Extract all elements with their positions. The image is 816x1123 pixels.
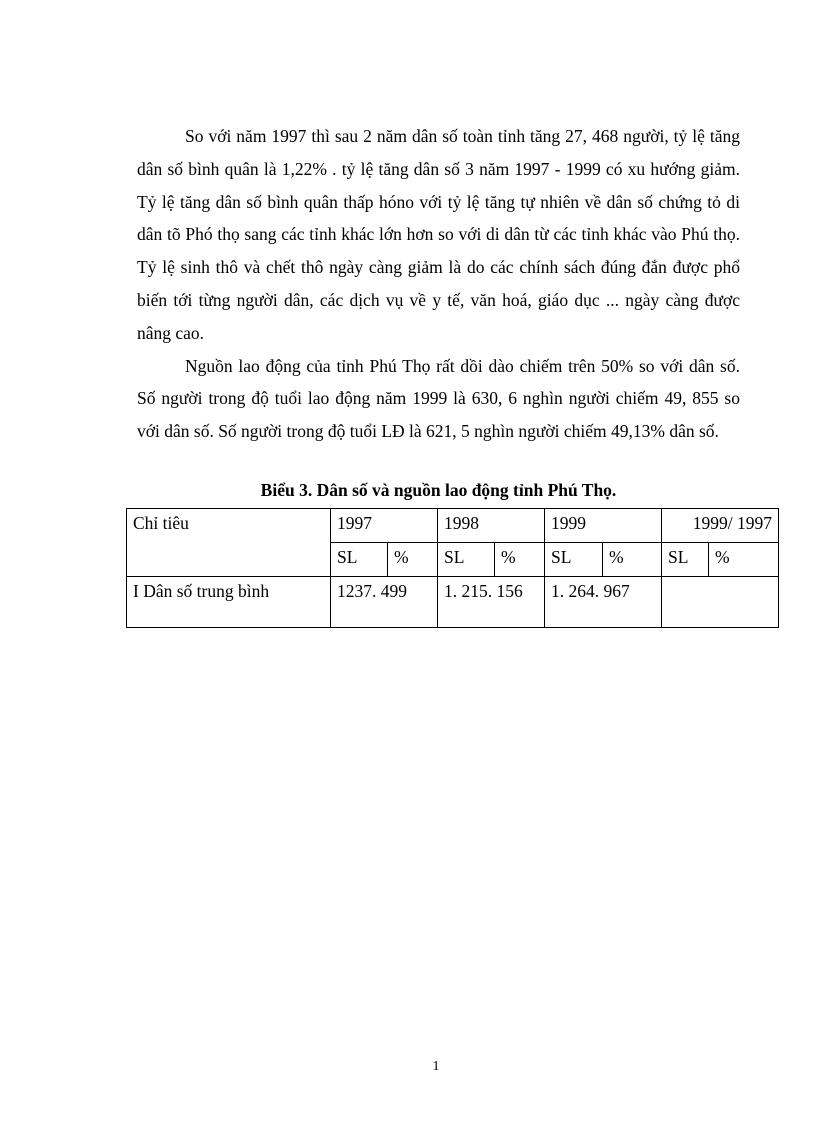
header-period-1999-vs-1997: 1999/ 1997 bbox=[662, 509, 779, 543]
subheader-sl: SL bbox=[545, 543, 603, 577]
body-text bbox=[137, 120, 740, 448]
subheader-sl: SL bbox=[438, 543, 495, 577]
page-number: 1 bbox=[432, 1059, 440, 1074]
header-period-1998: 1998 bbox=[438, 509, 545, 543]
cell-1997-value: 1237. 499 bbox=[331, 577, 438, 628]
paragraph-population-growth: So với năm 1997 thì sau 2 năm dân số toàn tỉnh tăng 27, 468 người, tỷ lệ tăng dân số bình quân là 1,22% . tỷ lệ tăng dân số 3 năm 1997 - 1999 có xu hướng giảm. Tỷ lệ tăng dân số bình quân thấp hóno với tỷ lệ tăng tự nhiên về dân số chứng tỏ di dân tõ Phó thọ sang các tỉnh khác lớn hơn so với di dân từ các tỉnh khác vào Phú thọ. Tỷ lệ sinh thô và chết thô ngày càng giảm là do các chính sách đúng đắn được phổ biến tới từng người dân, các dịch vụ về y tế, văn hoá, giáo dục ... ngày càng được nâng cao. bbox=[137, 126, 740, 343]
population-labor-table bbox=[126, 508, 779, 628]
header-period-1997: 1997 bbox=[331, 509, 438, 543]
header-period-1999: 1999 bbox=[545, 509, 662, 543]
subheader-pct: % bbox=[388, 543, 438, 577]
cell-1999-vs-1997-value bbox=[662, 577, 779, 628]
cell-1999-value: 1. 264. 967 bbox=[545, 577, 662, 628]
cell-1998-value: 1. 215. 156 bbox=[438, 577, 545, 628]
subheader-pct: % bbox=[709, 543, 779, 577]
subheader-sl: SL bbox=[331, 543, 388, 577]
table-header-row bbox=[127, 509, 779, 543]
subheader-pct: % bbox=[495, 543, 545, 577]
subheader-sl: SL bbox=[662, 543, 709, 577]
paragraph-labor-force: Nguồn lao động của tỉnh Phú Thọ rất dồi dào chiếm trên 50% so với dân số. Số người trong độ tuổi lao động năm 1999 là 630, 6 nghìn người chiếm 49, 855 so với dân số. Số người trong độ tuổi LĐ là 621, 5 nghìn người chiếm 49,13% dân số. bbox=[137, 355, 740, 442]
row-label: I Dân số trung bình bbox=[127, 577, 331, 628]
table-caption: Biểu 3. Dân số và nguồn lao động tỉnh Phú Thọ. bbox=[260, 480, 617, 500]
table-row bbox=[127, 577, 779, 628]
subheader-pct: % bbox=[603, 543, 662, 577]
header-indicator: Chỉ tiêu bbox=[127, 509, 331, 577]
